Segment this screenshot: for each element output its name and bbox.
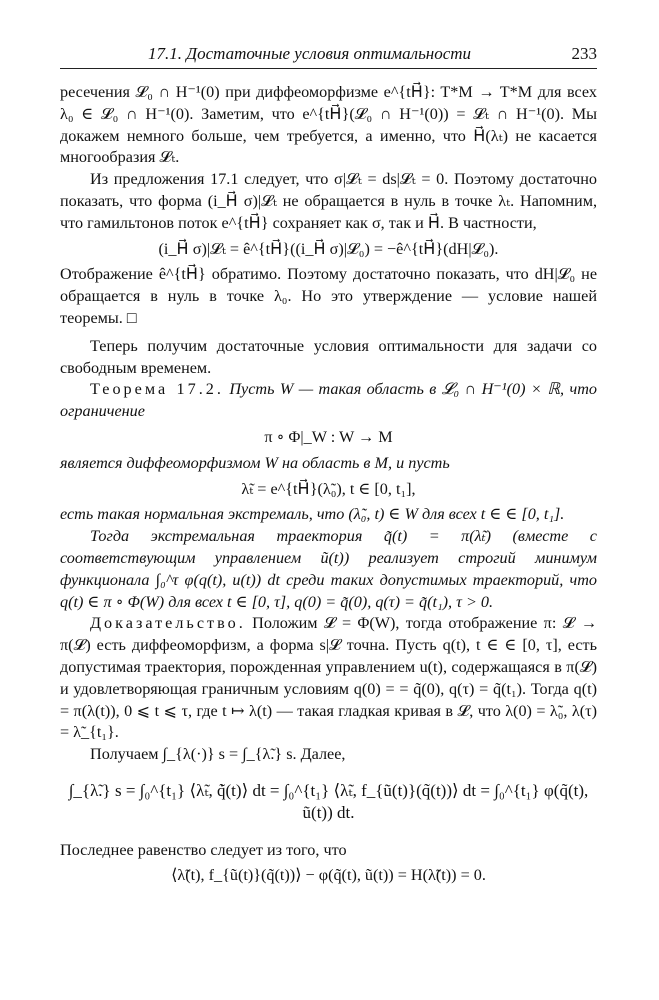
theorem-text: Пусть W — такая область в 𝓛₀ ∩ H⁻¹(0) × ℝ, что ограничение (60, 380, 598, 421)
paragraph: ресечения 𝓛₀ ∩ H⁻¹(0) при диффеоморфизме e^{tH⃗}: T*M → T*M для всех λ₀ ∈ 𝓛₀ ∩ H⁻¹(0). Заметим, что e^{tH⃗}(𝓛₀ ∩ H⁻¹(0)) = 𝓛ₜ ∩ H⁻¹(0). Мы докажем немного больше, чем требуется, а именно, что H⃗(λₜ) не касается многообразия 𝓛ₜ. (60, 83, 597, 167)
display-formula: ⟨λ̃(t), f_{ũ(t)}(q̃(t))⟩ − φ(q̃(t), ũ(t)) = H(λ̃(t)) = 0. (171, 866, 486, 885)
paragraph: Получаем ∫_{λ(·)} s = ∫_{λ̃.} s. Далее, (90, 745, 346, 764)
running-header (60, 44, 597, 66)
header-title: 17.1. Достаточные условия оптимальности (148, 44, 472, 63)
page-number: 233 (571, 44, 597, 63)
paragraph: Последнее равенство следует из того, что (60, 840, 347, 859)
display-formula: (i_H⃗ σ)|𝓛ₜ = ê^{tH⃗}((i_H⃗ σ)|𝓛₀) = −ê^{tH⃗}(dH|𝓛₀). (158, 239, 499, 258)
paragraph: Теперь получим достаточные условия оптимальности для задачи со свободным временем. (60, 336, 597, 377)
theorem-label: Теорема 17.2. (90, 380, 224, 399)
display-formula: ∫_{λ̃.} s = ∫₀^{t₁} ⟨λ̃ₜ, q̃̇(t)⟩ dt = ∫₀^{t₁} ⟨λ̃ₜ, f_{ũ(t)}(q̃(t))⟩ dt = ∫₀^{t₁} φ(q̃(t), ũ(t)) dt. (68, 780, 589, 822)
display-formula: π ∘ Φ|_W : W → M (264, 427, 393, 446)
theorem-intro (60, 379, 597, 423)
theorem-text: Тогда экстремальная траектория q̃(t) = π(λ̃ₜ) (вместе с соответствующим управлением ũ(t)) реализует строгий минимум функционала ∫₀^τ φ(q(t), u(t)) dt среди таких допустимых траекторий, что q(t) ∈ π ∘ Φ(W) для всех t ∈ [0, τ], q(0) = q̃(0), q(τ) = q̃(t₁), τ > 0. (60, 527, 597, 611)
header-rule (60, 68, 597, 69)
paragraph: Из предложения 17.1 следует, что σ|𝓛ₜ = ds|𝓛ₜ = 0. Поэтому достаточно показать, что форма (i_H⃗ σ)|𝓛ₜ не обращается в нуль в точке λₜ. Напомним, что гамильтонов поток e^{tH⃗} сохраняет как σ, так и H⃗. В частности, (60, 170, 597, 232)
proof-text: Положим 𝓛 = Φ(W), тогда отображение π: 𝓛 → π(𝓛) есть диффеоморфизм, а форма s|𝓛 точна. Пусть q(t), t ∈ ∈ [0, τ], есть допустимая траектория, порожденная управлением u(t), содержащаяся в π(𝓛) и удовлетворяющая граничным условиям q(0) = = q̃(0), q(τ) = q̃(t₁). Тогда q(t) = π(λ(t)), 0 ⩽ t ⩽ τ, где t ↦ λ(t) — такая гладкая кривая в 𝓛, что λ(0) = λ̃₀, λ(τ) = λ̃_{t₁}. (60, 614, 598, 742)
proof-label: Доказательство. (90, 614, 246, 633)
theorem-text: есть такая нормальная экстремаль, что (λ̃₀, t) ∈ W для всех t ∈ ∈ [0, t₁]. (60, 505, 565, 524)
proof-paragraph (60, 613, 597, 744)
theorem-text: является диффеоморфизмом W на область в M, и пусть (60, 453, 450, 472)
display-formula: λ̃ₜ = e^{tH⃗}(λ̃₀), t ∈ [0, t₁], (241, 479, 416, 498)
page-body (60, 82, 597, 891)
paragraph: Отображение ê^{tH⃗} обратимо. Поэтому достаточно показать, что dH|𝓛₀ не обращается в нуль в точке λ₀. Но это утверждение — условие нашей теоремы. □ (60, 265, 597, 327)
